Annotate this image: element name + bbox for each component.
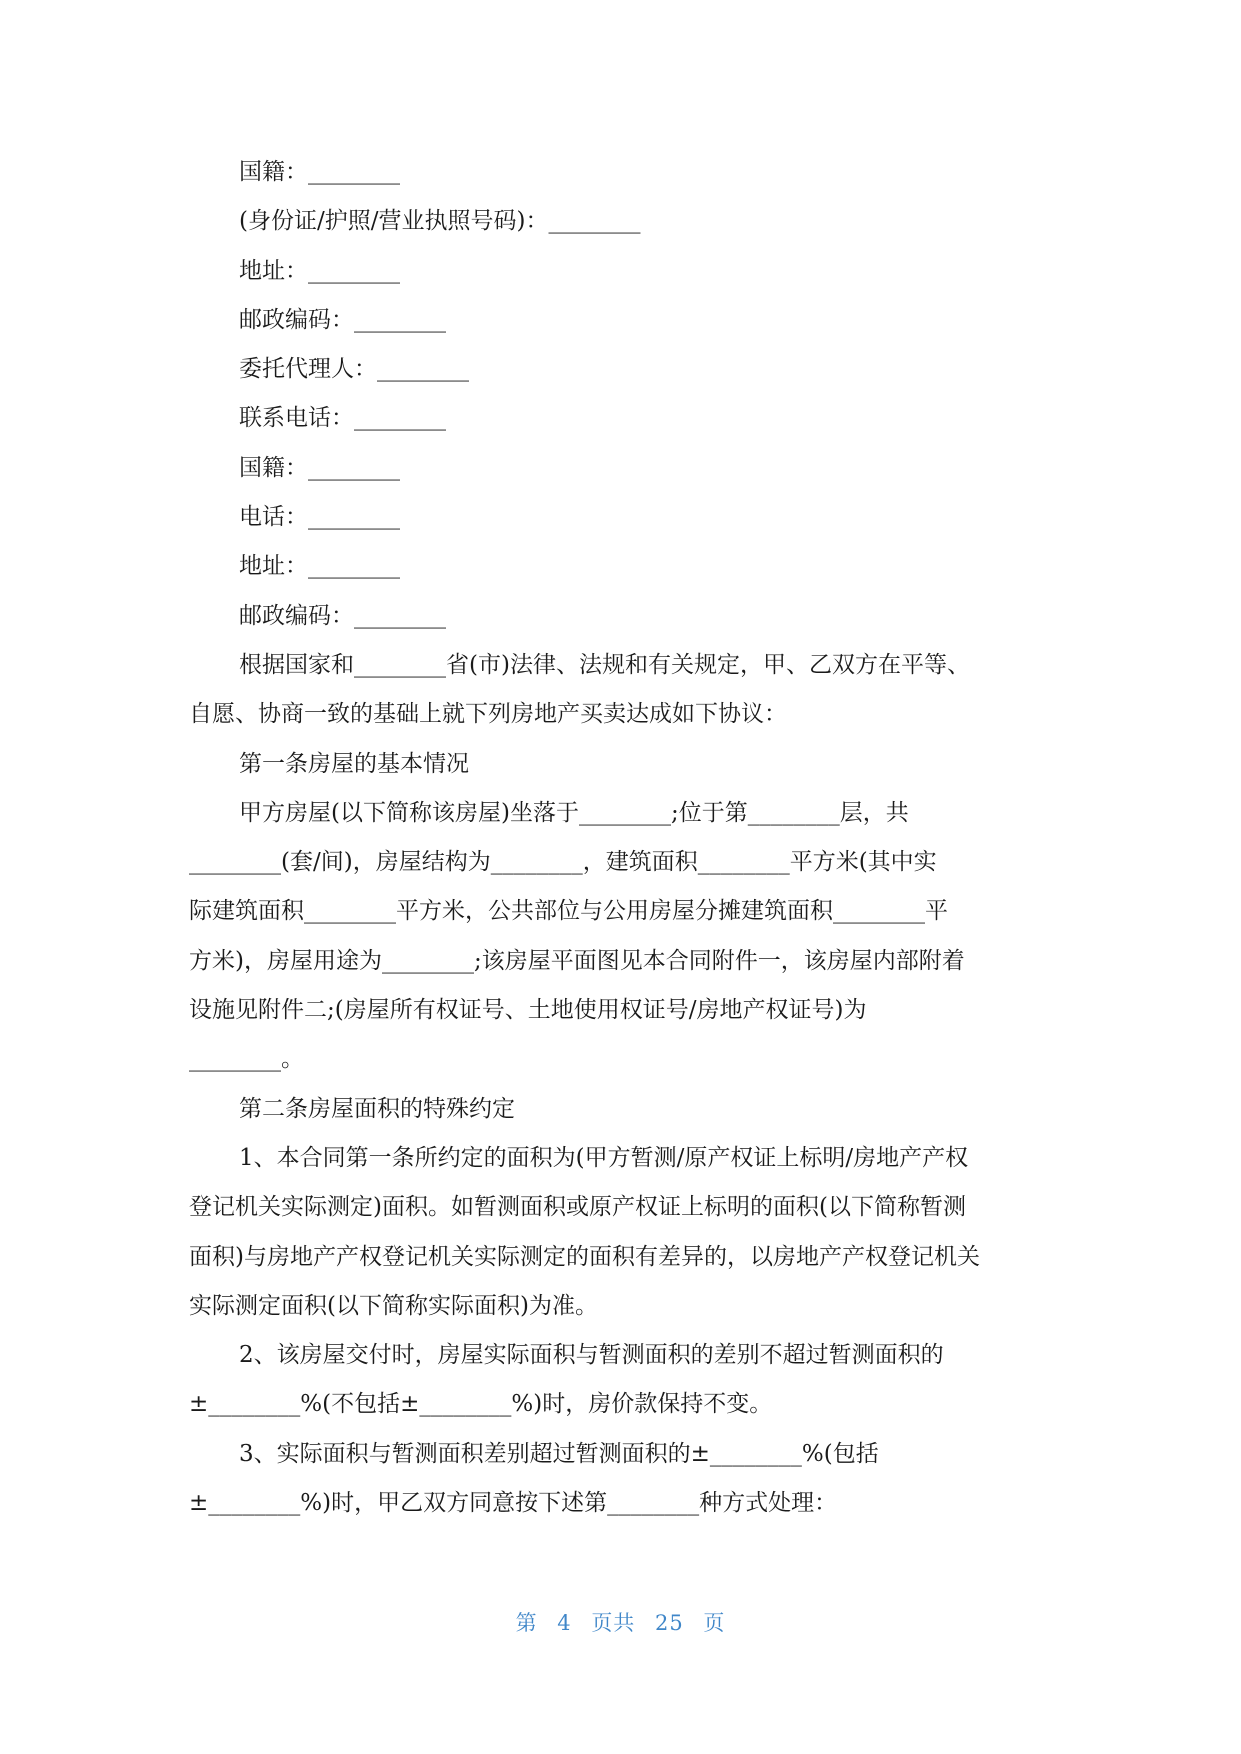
text-line: 第一条房屋的基本情况 (239, 750, 469, 777)
text-line: 地址：________ (239, 553, 400, 580)
text-line: 自愿、协商一致的基础上就下列房地产买卖达成如下协议： (189, 701, 787, 728)
text-line: 联系电话：________ (239, 405, 446, 432)
text-line: 面积)与房地产产权登记机关实际测定的面积有差异的，以房地产产权登记机关 (189, 1243, 980, 1270)
text-line: 邮政编码：________ (239, 306, 446, 333)
text-line: ________(套/间)，房屋结构为________，建筑面积________平方米(其中实 (189, 849, 937, 876)
document-body (189, 148, 1059, 1528)
text-line: 实际测定面积(以下简称实际面积)为准。 (189, 1292, 598, 1319)
text-line: 1、本合同第一条所约定的面积为(甲方暂测/原产权证上标明/房地产产权 (239, 1144, 969, 1171)
text-line: 3、实际面积与暂测面积差别超过暂测面积的±________%(包括 (239, 1440, 879, 1467)
text-line: 国籍：________ (239, 159, 400, 185)
text-line: (身份证/护照/营业执照号码)：________ (239, 208, 641, 235)
text-line: 根据国家和________省(市)法律、法规和有关规定，甲、乙双方在平等、 (239, 651, 970, 678)
footer-total-pages: 25 (655, 1611, 684, 1635)
text-line: 设施见附件二;(房屋所有权证号、土地使用权证号/房地产权证号)为 (189, 997, 867, 1024)
text-line: ________。 (189, 1046, 304, 1073)
text-line: 2、该房屋交付时，房屋实际面积与暂测面积的差别不超过暂测面积的 (239, 1342, 944, 1369)
text-line: 第二条房屋面积的特殊约定 (239, 1095, 515, 1122)
text-line: 际建筑面积________平方米，公共部位与公用房屋分摊建筑面积________平 (189, 898, 948, 925)
footer-label-of: 页共 (591, 1611, 636, 1635)
text-line: 国籍：________ (239, 454, 400, 481)
text-line: ±________%(不包括±________%)时，房价款保持不变。 (189, 1391, 773, 1418)
footer-current-page: 4 (557, 1611, 572, 1635)
text-line: ±________%)时，甲乙双方同意按下述第________种方式处理： (189, 1490, 838, 1517)
text-line: 地址：________ (239, 257, 400, 284)
page-footer (0, 1607, 1241, 1637)
text-line: 方米)，房屋用途为________;该房屋平面图见本合同附件一，该房屋内部附着 (189, 947, 965, 974)
text-line: 邮政编码：________ (239, 602, 446, 629)
text-line: 委托代理人：________ (239, 356, 469, 383)
text-line: 甲方房屋(以下简称该房屋)坐落于________;位于第________层，共 (239, 799, 909, 826)
text-line: 电话：________ (239, 504, 400, 531)
footer-label-page: 第 (515, 1611, 538, 1635)
text-line: 登记机关实际测定)面积。如暂测面积或原产权证上标明的面积(以下简称暂测 (189, 1194, 966, 1221)
footer-label-end: 页 (703, 1611, 726, 1635)
